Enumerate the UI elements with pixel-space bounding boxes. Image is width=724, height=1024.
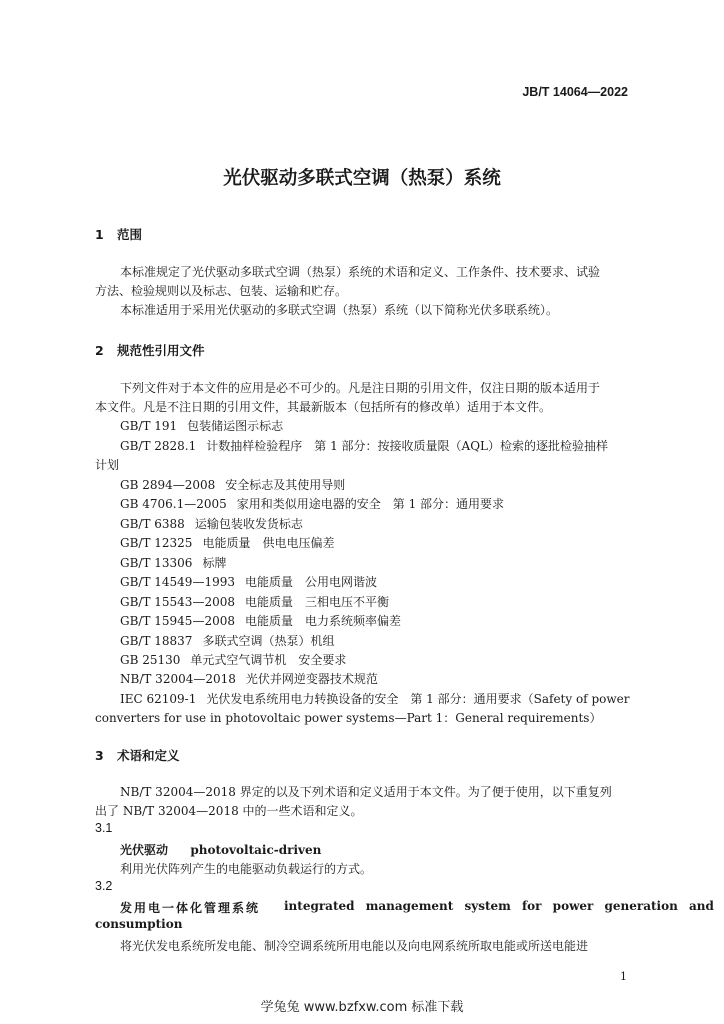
reference-code: GB 4706.1—2005	[120, 497, 227, 511]
reference-item	[120, 612, 401, 629]
reference-code: GB/T 12325	[120, 536, 193, 550]
standard-code: JB/T 14064—2022	[522, 85, 628, 99]
reference-code: GB/T 2828.1	[120, 439, 197, 453]
term-zh: 光伏驱动	[120, 843, 169, 857]
reference-title: 家用和类似用途电器的安全 第 1 部分：通用要求	[236, 497, 505, 511]
reference-code: GB/T 15945—2008	[120, 614, 235, 628]
section-3-heading	[95, 746, 180, 764]
reference-code: GB 2894—2008	[120, 478, 216, 492]
refs-intro-line2: 本文件。凡是不注日期的引用文件，其最新版本（包括所有的修改单）适用于本文件。	[95, 400, 552, 414]
reference-code: IEC 62109-1	[120, 692, 197, 706]
reference-title: converters for use in photovoltaic power systems—Part 1：General requirements）	[95, 711, 602, 725]
reference-title: 电能质量 公用电网谐波	[244, 575, 377, 589]
reference-item	[120, 495, 504, 512]
scope-para2: 本标准适用于采用光伏驱动的多联式空调（热泵）系统（以下简称光伏多联系统）。	[120, 303, 559, 317]
reference-item	[120, 515, 303, 532]
reference-title: 标牌	[202, 556, 227, 570]
reference-item	[120, 534, 334, 551]
clause-number: 3.2	[95, 879, 113, 893]
term-en: integrated management system for power generation and	[284, 899, 714, 913]
term-definition: 利用光伏阵列产生的电能驱动负载运行的方式。	[120, 862, 373, 876]
reference-title: 光伏发电系统用电力转换设备的安全 第 1 部分：通用要求（Safety of power	[206, 692, 630, 706]
term-definition: 将光伏发电系统所发电能、制冷空调系统所用电能以及向电网系统所取电能或所送电能进	[120, 939, 589, 953]
section-title: 术语和定义	[117, 748, 180, 763]
reference-item-continuation	[95, 709, 601, 726]
reference-code: GB/T 191	[120, 419, 178, 433]
reference-code: NB/T 32004—2018	[120, 672, 236, 686]
reference-item	[120, 651, 346, 668]
term-entry	[120, 841, 321, 858]
reference-item	[120, 417, 283, 434]
reference-item	[120, 554, 226, 571]
reference-code: GB 25130	[120, 653, 181, 667]
watermark: 学兔兔 www.bzfxw.com 标准下载	[260, 1000, 464, 1015]
section-number: 1	[95, 227, 104, 242]
reference-item	[120, 670, 378, 687]
reference-item	[120, 437, 608, 454]
reference-title: 光伏并网逆变器技术规范	[245, 672, 378, 686]
reference-item	[120, 476, 345, 493]
reference-title: 计数抽样检验程序 第 1 部分：按接收质量限（AQL）检索的逐批检验抽样	[206, 439, 609, 453]
reference-item	[120, 593, 389, 610]
scope-para1-line1: 本标准规定了光伏驱动多联式空调（热泵）系统的术语和定义、工作条件、技术要求、试验	[120, 265, 601, 279]
reference-code: GB/T 15543—2008	[120, 595, 235, 609]
section-title: 范围	[117, 227, 143, 242]
section-1-heading	[95, 225, 142, 243]
reference-code: GB/T 14549—1993	[120, 575, 235, 589]
reference-item	[120, 690, 629, 707]
term-zh: 发用电一体化管理系统	[120, 901, 261, 915]
section-title: 规范性引用文件	[117, 343, 205, 358]
document-title: 光伏驱动多联式空调（热泵）系统	[223, 168, 501, 189]
reference-item	[120, 632, 334, 649]
reference-title: 电能质量 三相电压不平衡	[244, 595, 389, 609]
terms-intro-line1: NB/T 32004—2018 界定的以及下列术语和定义适用于本文件。为了便于使用，以下重复列	[120, 785, 612, 799]
reference-title: 电能质量 电力系统频率偏差	[244, 614, 401, 628]
section-number: 3	[95, 748, 104, 763]
reference-title: 包装储运图示标志	[187, 419, 284, 433]
reference-title: 多联式空调（热泵）机组	[202, 634, 335, 648]
page-number: 1	[620, 970, 627, 983]
reference-title: 计划	[95, 458, 120, 472]
refs-intro-line1: 下列文件对于本文件的应用是必不可少的。凡是注日期的引用文件，仅注日期的版本适用于	[120, 381, 601, 395]
term-en: photovoltaic-driven	[190, 843, 322, 857]
reference-item	[120, 573, 377, 590]
reference-code: GB/T 18837	[120, 634, 193, 648]
reference-title: 安全标志及其使用导则	[225, 478, 346, 492]
term-en-continuation: consumption	[95, 917, 183, 931]
section-number: 2	[95, 343, 104, 358]
reference-item-continuation	[95, 456, 119, 473]
reference-title: 单元式空气调节机 安全要求	[190, 653, 347, 667]
reference-code: GB/T 13306	[120, 556, 193, 570]
reference-title: 电能质量 供电电压偏差	[202, 536, 335, 550]
reference-code: GB/T 6388	[120, 517, 185, 531]
terms-intro-line2: 出了 NB/T 32004—2018 中的一些术语和定义。	[95, 804, 363, 818]
section-2-heading	[95, 341, 205, 359]
reference-title: 运输包装收发货标志	[194, 517, 303, 531]
scope-para1-line2: 方法、检验规则以及标志、包装、运输和贮存。	[95, 284, 348, 298]
clause-number: 3.1	[95, 821, 113, 835]
